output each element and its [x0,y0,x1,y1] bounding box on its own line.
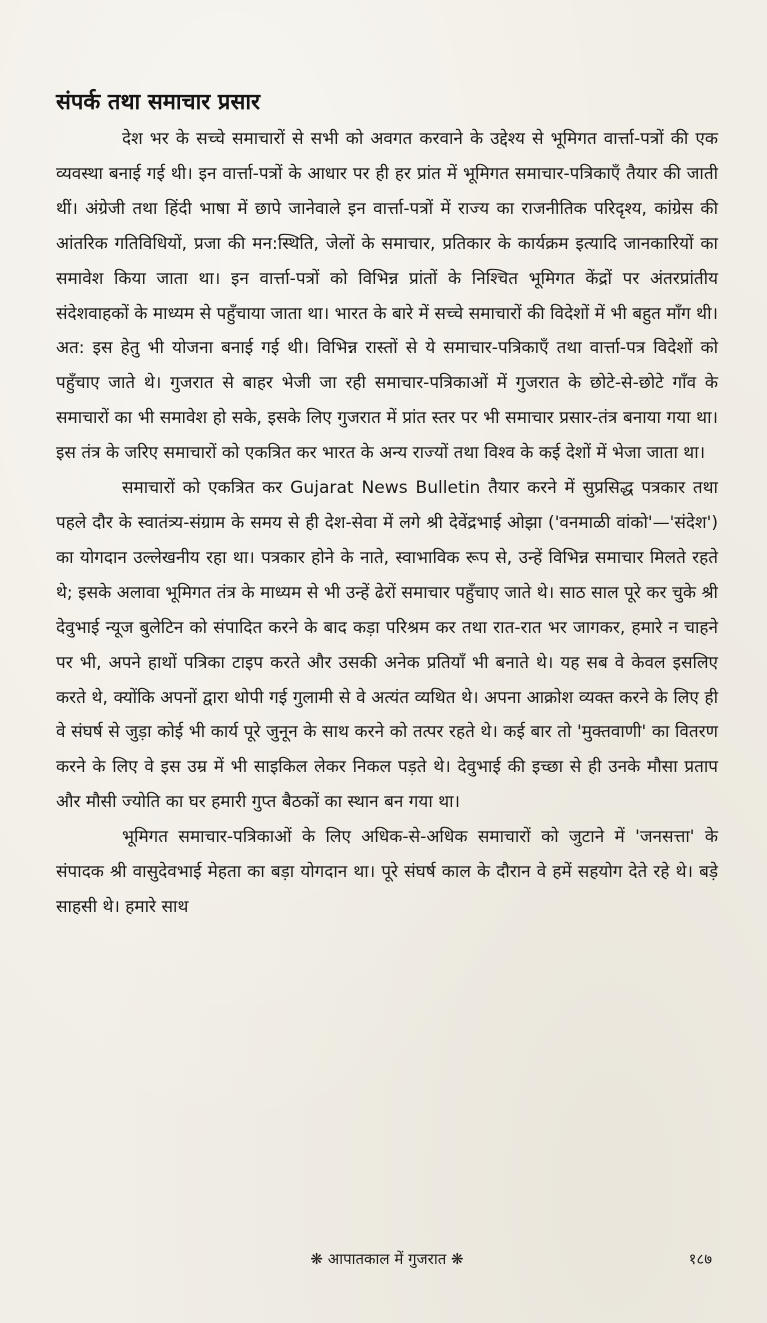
paragraph-3: भूमिगत समाचार-पत्रिकाओं के लिए अधिक-से-अधिक समाचारों को जुटाने में 'जनसत्ता' के संपादक श्री वासुदेवभाई मेहता का बड़ा योगदान था। पूरे संघर्ष काल के दौरान वे हमें सहयोग देते रहे थे। बड़े साहसी थे। हमारे साथ [56,827,718,917]
page-number: १८७ [688,1250,712,1268]
page-footer [56,1244,718,1274]
section-heading: संपर्क तथा समाचार प्रसार [56,90,261,115]
running-footer-title: ❋ आपातकाल में गुजरात ❋ [310,1250,464,1268]
paragraph-2: समाचारों को एकत्रित कर Gujarat News Bulletin तैयार करने में सुप्रसिद्ध पत्रकार तथा पहले दौर के स्वातंत्र्य-संग्राम के समय से ही देश-सेवा में लगे श्री देवेंद्रभाई ओझा ('वनमाळी वांको'—'संदेश') का योगदान उल्लेखनीय रहा था। पत्रकार होने के नाते, स्वाभाविक रूप से, उन्हें विभिन्न समाचार मिलते रहते थे; इसके अलावा भूमिगत तंत्र के माध्यम से भी उन्हें ढेरों समाचार पहुँचाए जाते थे। साठ साल पूरे कर चुके श्री देवुभाई न्यूज बुलेटिन को संपादित करने के बाद कड़ा परिश्रम कर तथा रात-रात भर जागकर, हमारे न चाहने पर भी, अपने हाथों पत्रिका टाइप करते और उसकी अनेक प्रतियाँ भी बनाते थे। यह सब वे केवल इसलिए करते थे, क्योंकि अपनों द्वारा थोपी गई गुलामी से वे अत्यंत व्यथित थे। अपना आक्रोश व्यक्त करने के लिए ही वे संघर्ष से जुड़ा कोई भी कार्य पूरे जुनून के साथ करने को तत्पर रहते थे। कई बार तो 'मुक्तवाणी' का वितरण करने के लिए वे इस उम्र में भी साइकिल लेकर निकल पड़ते थे। देवुभाई की इच्छा से ही उनके मौसा प्रताप और मौसी ज्योति का घर हमारी गुप्त बैठकों का स्थान बन गया था। [56,478,718,813]
paragraph-1: देश भर के सच्चे समाचारों से सभी को अवगत करवाने के उद्देश्य से भूमिगत वार्त्ता-पत्रों की एक व्यवस्था बनाई गई थी। इन वार्त्ता-पत्रों के आधार पर ही हर प्रांत में भूमिगत समाचार-पत्रिकाएँ तैयार की जाती थीं। अंग्रेजी तथा हिंदी भाषा में छापे जानेवाले इन वार्त्ता-पत्रों में राज्य का राजनीतिक परिदृश्य, कांग्रेस की आंतरिक गतिविधियों, प्रजा की मन:स्थिति, जेलों के समाचार, प्रतिकार के कार्यक्रम इत्यादि जानकारियों का समावेश किया जाता था। इन वार्त्ता-पत्रों को विभिन्न प्रांतों के निश्चित भूमिगत केंद्रों पर अंतरप्रांतीय संदेशवाहकों के माध्यम से पहुँचाया जाता था। भारत के बारे में सच्चे समाचारों की विदेशों में भी बहुत माँग थी। अत: इस हेतु भी योजना बनाई गई थी। विभिन्न रास्तों से ये समाचार-पत्रिकाएँ तथा वार्त्ता-पत्र विदेशों को पहुँचाए जाते थे। गुजरात से बाहर भेजी जा रही समाचार-पत्रिकाओं में गुजरात के छोटे-से-छोटे गाँव के समाचारों का भी समावेश हो सके, इसके लिए गुजरात में प्रांत स्तर पर भी समाचार प्रसार-तंत्र बनाया गया था। इस तंत्र के जरिए समाचारों को एकत्रित कर भारत के अन्य राज्यों तथा विश्व के कई देशों में भेजा जाता था। [56,129,718,464]
body-text [56,122,718,925]
